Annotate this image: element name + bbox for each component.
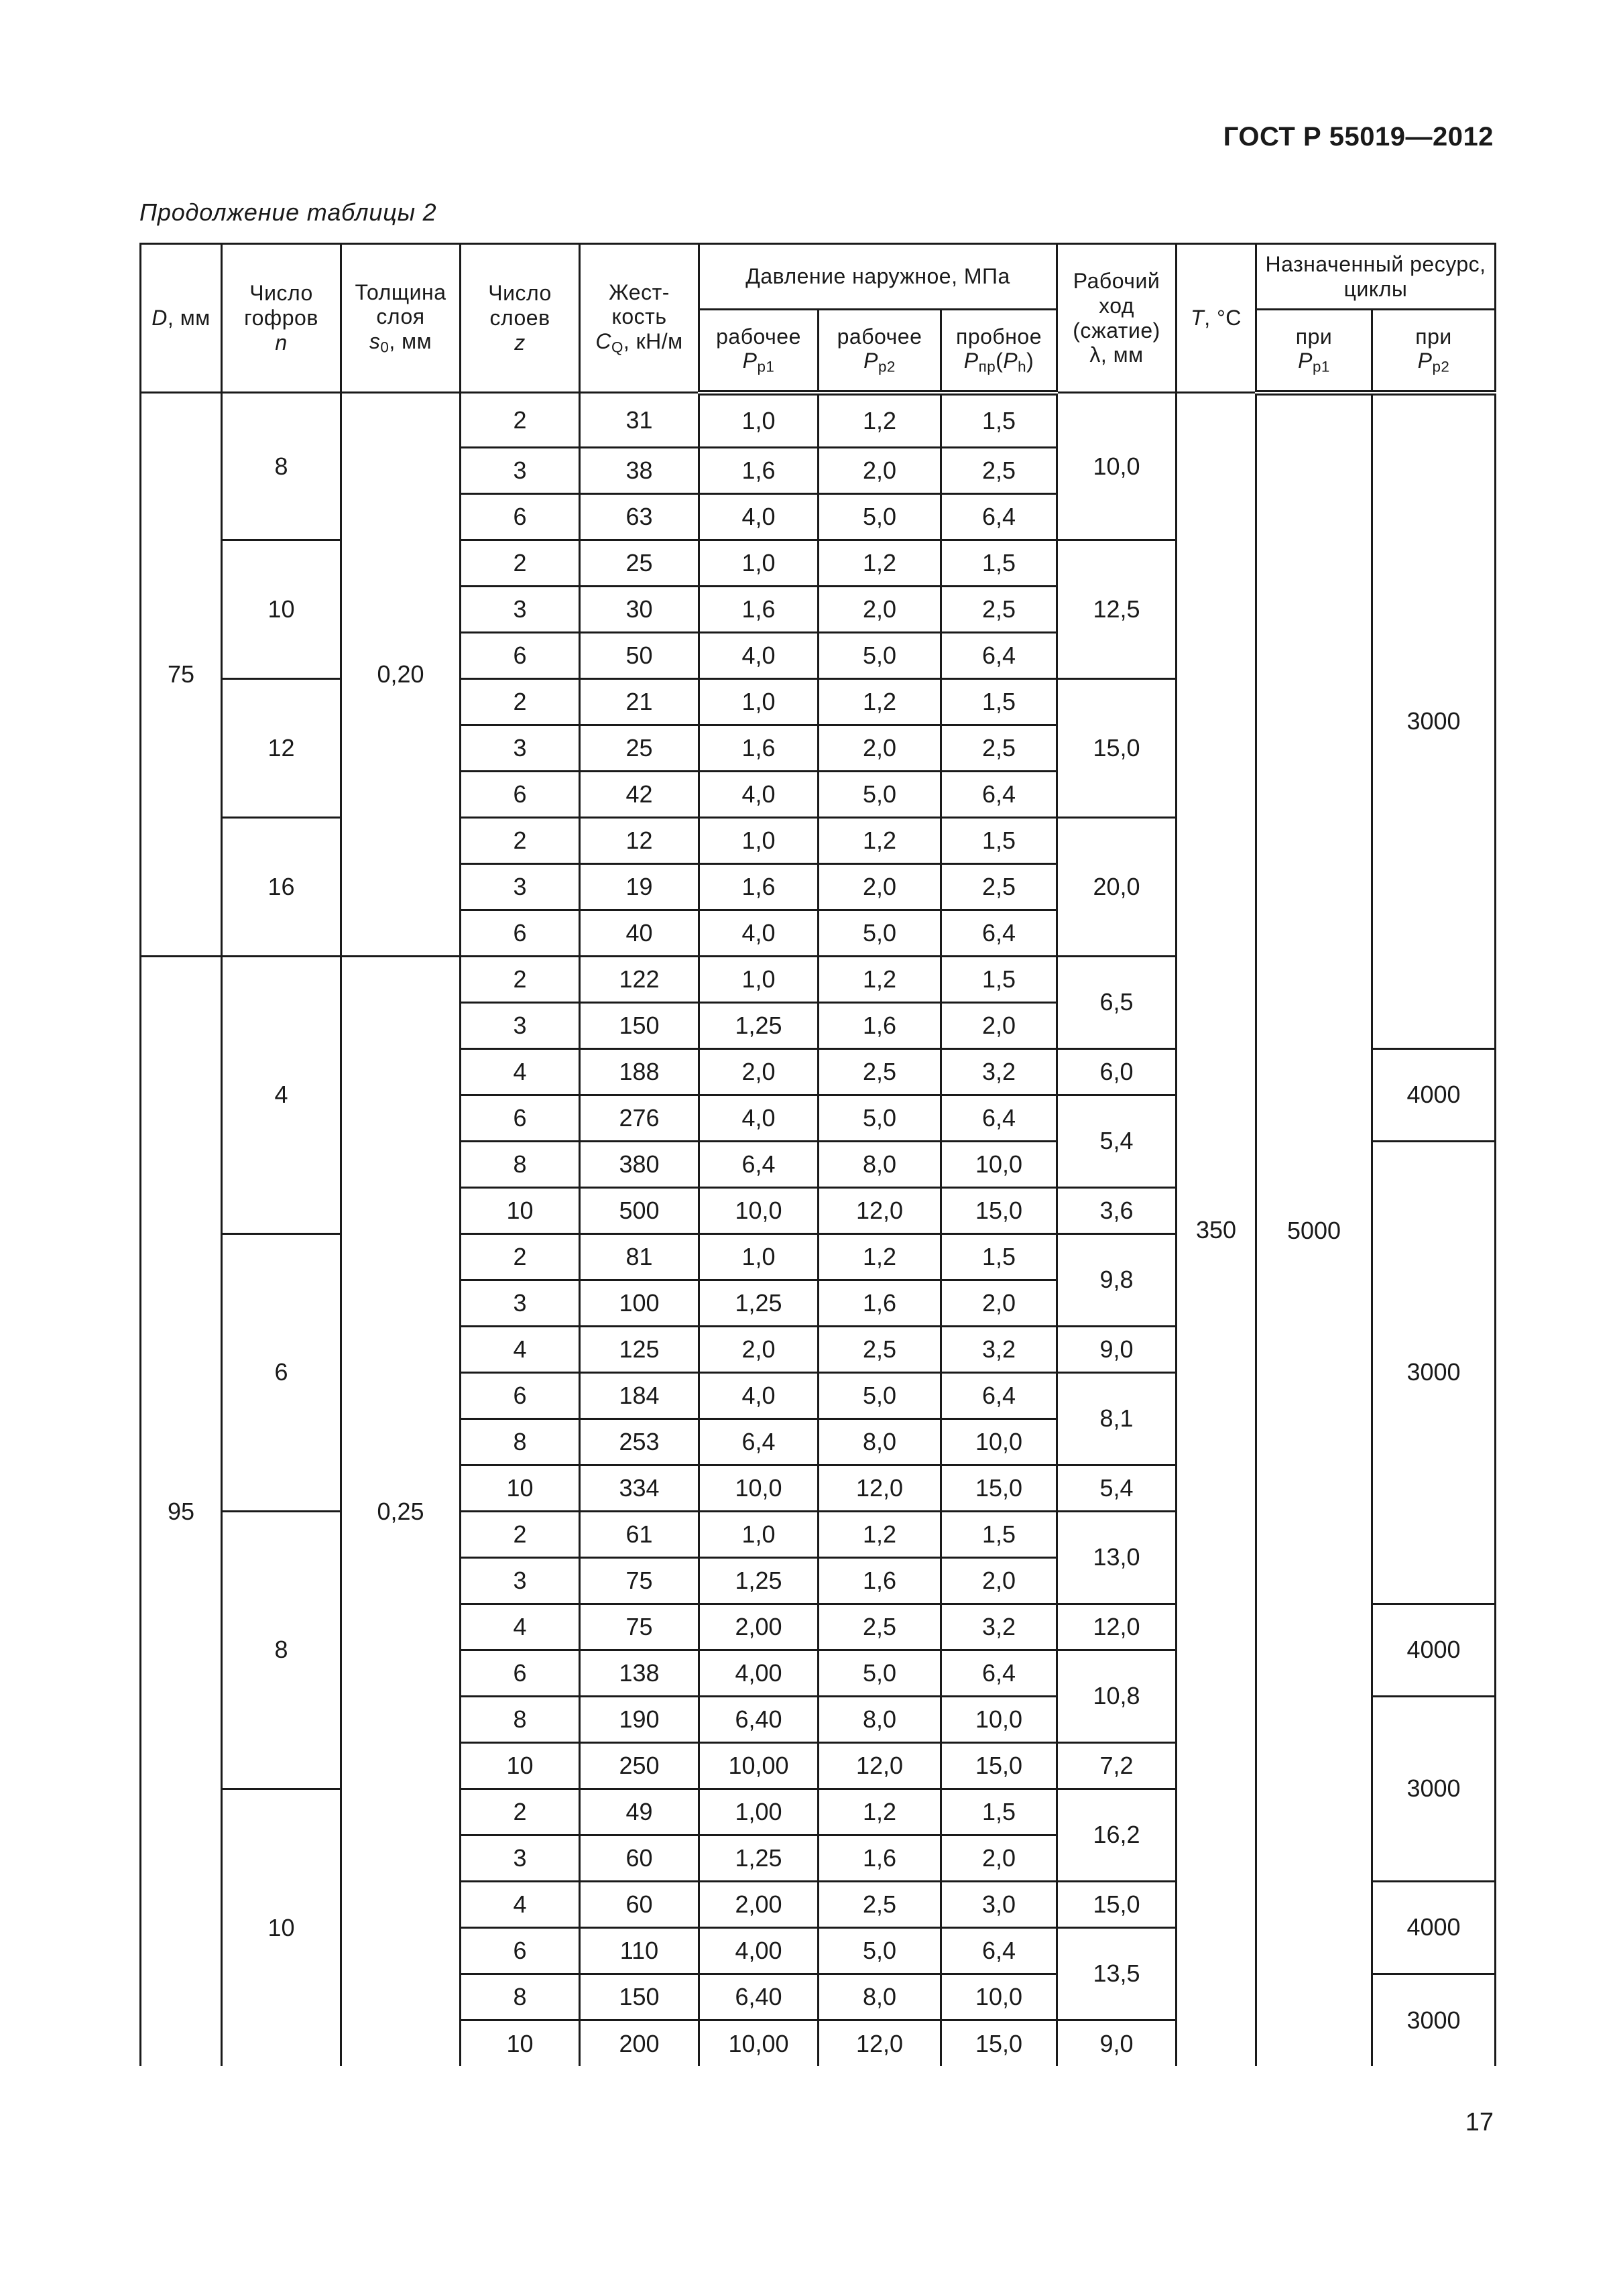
cell-pressure-p2: 2,5 — [819, 1326, 941, 1372]
cell-stiffness: 500 — [580, 1187, 699, 1233]
cell-pressure-test: 1,5 — [941, 540, 1057, 586]
cell-pressure-p2: 5,0 — [819, 632, 941, 678]
cell-pressure-test: 1,5 — [941, 1233, 1057, 1280]
cell-pressure-p1: 4,0 — [699, 771, 819, 817]
cell-layers: 6 — [461, 1927, 580, 1974]
cell-layers: 3 — [461, 586, 580, 632]
cell-pressure-p2: 5,0 — [819, 493, 941, 540]
cell-pressure-p1: 4,00 — [699, 1927, 819, 1974]
cell-pressure-test: 10,0 — [941, 1974, 1057, 2020]
cell-pressure-p1: 1,0 — [699, 956, 819, 1002]
cell-layers: 6 — [461, 1650, 580, 1696]
cell-pressure-p1: 1,00 — [699, 1789, 819, 1835]
cell-pressure-test: 1,5 — [941, 393, 1057, 448]
cell-layers: 6 — [461, 910, 580, 956]
cell-pressure-p2: 2,5 — [819, 1048, 941, 1095]
cell-layers: 2 — [461, 1233, 580, 1280]
table-body — [141, 393, 1496, 2067]
cell-pressure-test: 10,0 — [941, 1141, 1057, 1187]
cell-stiffness: 42 — [580, 771, 699, 817]
table-row — [141, 393, 1496, 448]
cell-stiffness: 25 — [580, 725, 699, 771]
cell-pressure-p1: 1,25 — [699, 1557, 819, 1604]
cell-stiffness: 30 — [580, 586, 699, 632]
cell-pressure-p1: 1,0 — [699, 817, 819, 863]
cell-pressure-test: 6,4 — [941, 1372, 1057, 1418]
document-standard-id: ГОСТ Р 55019—2012 — [1223, 122, 1494, 152]
cell-stroke: 12,0 — [1057, 1604, 1177, 1650]
cell-pressure-test: 6,4 — [941, 771, 1057, 817]
cell-pressure-p2: 12,0 — [819, 2020, 941, 2066]
cell-pressure-p2: 8,0 — [819, 1418, 941, 1465]
cell-resource-p2: 4000 — [1372, 1604, 1496, 1696]
cell-pressure-p2: 1,2 — [819, 817, 941, 863]
header-temperature: T, °С — [1177, 244, 1256, 393]
cell-layers: 3 — [461, 1002, 580, 1048]
cell-layers: 2 — [461, 817, 580, 863]
cell-stiffness: 253 — [580, 1418, 699, 1465]
cell-thickness: 0,25 — [341, 956, 461, 2066]
cell-layers: 2 — [461, 1789, 580, 1835]
cell-pressure-p2: 2,0 — [819, 863, 941, 910]
cell-pressure-p1: 2,0 — [699, 1048, 819, 1095]
cell-pressure-test: 3,2 — [941, 1048, 1057, 1095]
cell-stiffness: 125 — [580, 1326, 699, 1372]
cell-temperature: 350 — [1177, 393, 1256, 2067]
cell-layers: 3 — [461, 1557, 580, 1604]
cell-stiffness: 38 — [580, 447, 699, 493]
cell-layers: 4 — [461, 1326, 580, 1372]
cell-stroke: 5,4 — [1057, 1465, 1177, 1511]
cell-pressure-p1: 1,0 — [699, 540, 819, 586]
cell-resource-p2: 3000 — [1372, 393, 1496, 1049]
cell-pressure-p1: 6,4 — [699, 1418, 819, 1465]
cell-stroke: 8,1 — [1057, 1372, 1177, 1465]
cell-resource-p2: 4000 — [1372, 1881, 1496, 1974]
cell-stroke: 15,0 — [1057, 678, 1177, 817]
cell-stiffness: 40 — [580, 910, 699, 956]
cell-pressure-p1: 1,6 — [699, 447, 819, 493]
cell-pressure-p1: 10,00 — [699, 1742, 819, 1789]
header-resource-p2: при $P_{р2}$ — [1372, 310, 1496, 393]
cell-stroke: 12,5 — [1057, 540, 1177, 678]
cell-resource-p2: 4000 — [1372, 1048, 1496, 1141]
cell-corrugations: 6 — [222, 1233, 341, 1511]
cell-pressure-p1: 4,0 — [699, 910, 819, 956]
cell-pressure-p2: 5,0 — [819, 1927, 941, 1974]
cell-pressure-p1: 2,00 — [699, 1881, 819, 1927]
cell-stiffness: 190 — [580, 1696, 699, 1742]
cell-pressure-p2: 2,0 — [819, 725, 941, 771]
cell-layers: 4 — [461, 1881, 580, 1927]
cell-layers: 3 — [461, 1280, 580, 1326]
cell-pressure-p1: 1,0 — [699, 1233, 819, 1280]
cell-stiffness: 138 — [580, 1650, 699, 1696]
cell-pressure-test: 2,0 — [941, 1002, 1057, 1048]
cell-layers: 4 — [461, 1604, 580, 1650]
cell-pressure-p1: 6,40 — [699, 1696, 819, 1742]
cell-pressure-p1: 10,0 — [699, 1465, 819, 1511]
cell-layers: 8 — [461, 1141, 580, 1187]
cell-pressure-test: 15,0 — [941, 1187, 1057, 1233]
cell-stiffness: 122 — [580, 956, 699, 1002]
cell-layers: 10 — [461, 2020, 580, 2066]
page-number: 17 — [1465, 2108, 1494, 2136]
cell-stroke: 10,0 — [1057, 393, 1177, 540]
cell-pressure-test: 2,5 — [941, 725, 1057, 771]
cell-pressure-p1: 2,0 — [699, 1326, 819, 1372]
cell-pressure-p2: 1,6 — [819, 1280, 941, 1326]
cell-layers: 8 — [461, 1418, 580, 1465]
cell-pressure-test: 1,5 — [941, 817, 1057, 863]
cell-pressure-p1: 1,6 — [699, 863, 819, 910]
cell-stroke: 20,0 — [1057, 817, 1177, 956]
cell-stroke: 16,2 — [1057, 1789, 1177, 1881]
cell-stroke: 9,8 — [1057, 1233, 1177, 1326]
cell-corrugations: 10 — [222, 1789, 341, 2066]
cell-pressure-p2: 2,5 — [819, 1604, 941, 1650]
cell-pressure-test: 3,2 — [941, 1604, 1057, 1650]
cell-pressure-test: 10,0 — [941, 1696, 1057, 1742]
cell-pressure-test: 2,0 — [941, 1280, 1057, 1326]
cell-stroke: 13,5 — [1057, 1927, 1177, 2020]
cell-pressure-p1: 4,0 — [699, 1095, 819, 1141]
cell-stiffness: 334 — [580, 1465, 699, 1511]
cell-stroke: 3,6 — [1057, 1187, 1177, 1233]
cell-layers: 6 — [461, 493, 580, 540]
cell-stroke: 15,0 — [1057, 1881, 1177, 1927]
cell-stiffness: 31 — [580, 393, 699, 448]
cell-pressure-p1: 10,00 — [699, 2020, 819, 2066]
cell-pressure-p2: 12,0 — [819, 1187, 941, 1233]
cell-stiffness: 12 — [580, 817, 699, 863]
cell-pressure-p2: 5,0 — [819, 1095, 941, 1141]
cell-corrugations: 4 — [222, 956, 341, 1233]
cell-pressure-test: 2,0 — [941, 1557, 1057, 1604]
header-d: D, мм — [141, 244, 222, 393]
cell-layers: 4 — [461, 1048, 580, 1095]
cell-pressure-p1: 6,40 — [699, 1974, 819, 2020]
cell-layers: 3 — [461, 863, 580, 910]
cell-pressure-test: 6,4 — [941, 1095, 1057, 1141]
cell-pressure-p2: 5,0 — [819, 1372, 941, 1418]
cell-stiffness: 100 — [580, 1280, 699, 1326]
cell-pressure-p2: 1,6 — [819, 1835, 941, 1881]
header-ptest: пробное $P_{пр}(P_h)$ — [941, 310, 1057, 393]
cell-layers: 6 — [461, 1372, 580, 1418]
cell-pressure-test: 6,4 — [941, 493, 1057, 540]
cell-pressure-p1: 1,25 — [699, 1280, 819, 1326]
cell-pressure-p1: 4,0 — [699, 1372, 819, 1418]
cell-stiffness: 19 — [580, 863, 699, 910]
cell-stroke: 5,4 — [1057, 1095, 1177, 1187]
cell-pressure-test: 2,5 — [941, 447, 1057, 493]
cell-layers: 10 — [461, 1187, 580, 1233]
cell-pressure-p1: 1,0 — [699, 678, 819, 725]
cell-stiffness: 50 — [580, 632, 699, 678]
header-p2: рабочее $P_{р2}$ — [819, 310, 941, 393]
cell-pressure-test: 1,5 — [941, 956, 1057, 1002]
header-stiffness: Жест- кость $C_Q$, кН/м — [580, 244, 699, 393]
cell-stiffness: 150 — [580, 1974, 699, 2020]
cell-pressure-p1: 2,00 — [699, 1604, 819, 1650]
cell-pressure-p2: 5,0 — [819, 771, 941, 817]
cell-stiffness: 81 — [580, 1233, 699, 1280]
header-pressure-group: Давление наружное, МПа — [699, 244, 1057, 310]
cell-stiffness: 63 — [580, 493, 699, 540]
header-stroke: Рабочий ход (сжатие) λ, мм — [1057, 244, 1177, 393]
cell-pressure-p2: 1,2 — [819, 956, 941, 1002]
cell-pressure-test: 15,0 — [941, 1742, 1057, 1789]
cell-pressure-test: 2,5 — [941, 863, 1057, 910]
cell-layers: 2 — [461, 1511, 580, 1557]
cell-pressure-p2: 2,0 — [819, 447, 941, 493]
cell-pressure-test: 2,5 — [941, 586, 1057, 632]
cell-pressure-p2: 1,2 — [819, 393, 941, 448]
cell-layers: 3 — [461, 447, 580, 493]
cell-layers: 2 — [461, 678, 580, 725]
cell-stiffness: 75 — [580, 1604, 699, 1650]
cell-pressure-p2: 5,0 — [819, 910, 941, 956]
cell-pressure-p1: 1,6 — [699, 586, 819, 632]
cell-stroke: 7,2 — [1057, 1742, 1177, 1789]
cell-layers: 8 — [461, 1696, 580, 1742]
cell-pressure-p1: 1,6 — [699, 725, 819, 771]
cell-pressure-p1: 4,00 — [699, 1650, 819, 1696]
cell-corrugations: 8 — [222, 1511, 341, 1789]
cell-pressure-test: 15,0 — [941, 1465, 1057, 1511]
cell-resource-p2: 3000 — [1372, 1974, 1496, 2066]
cell-pressure-p2: 12,0 — [819, 1465, 941, 1511]
cell-layers: 6 — [461, 1095, 580, 1141]
cell-pressure-test: 1,5 — [941, 678, 1057, 725]
cell-pressure-p2: 1,2 — [819, 678, 941, 725]
cell-pressure-test: 3,0 — [941, 1881, 1057, 1927]
cell-stiffness: 188 — [580, 1048, 699, 1095]
cell-pressure-test: 15,0 — [941, 2020, 1057, 2066]
cell-diameter: 75 — [141, 393, 222, 957]
cell-corrugations: 12 — [222, 678, 341, 817]
header-resource-group: Назначенный ресурс, циклы — [1256, 244, 1496, 310]
cell-stiffness: 60 — [580, 1835, 699, 1881]
cell-pressure-p2: 2,0 — [819, 586, 941, 632]
cell-pressure-p1: 1,0 — [699, 393, 819, 448]
cell-pressure-p1: 1,25 — [699, 1002, 819, 1048]
cell-pressure-test: 10,0 — [941, 1418, 1057, 1465]
cell-pressure-test: 6,4 — [941, 1927, 1057, 1974]
table-caption: Продолжение таблицы 2 — [139, 198, 437, 226]
cell-pressure-p2: 8,0 — [819, 1696, 941, 1742]
cell-layers: 10 — [461, 1742, 580, 1789]
header-layers: Число слоев z — [461, 244, 580, 393]
cell-pressure-p2: 1,2 — [819, 540, 941, 586]
cell-pressure-test: 3,2 — [941, 1326, 1057, 1372]
cell-stiffness: 49 — [580, 1789, 699, 1835]
cell-pressure-test: 1,5 — [941, 1511, 1057, 1557]
cell-layers: 6 — [461, 771, 580, 817]
cell-stroke: 6,5 — [1057, 956, 1177, 1048]
cell-pressure-p2: 12,0 — [819, 1742, 941, 1789]
cell-pressure-p2: 8,0 — [819, 1141, 941, 1187]
cell-stiffness: 75 — [580, 1557, 699, 1604]
header-p1: рабочее $P_{р1}$ — [699, 310, 819, 393]
cell-pressure-p2: 5,0 — [819, 1650, 941, 1696]
cell-pressure-p1: 6,4 — [699, 1141, 819, 1187]
cell-layers: 6 — [461, 632, 580, 678]
cell-stiffness: 25 — [580, 540, 699, 586]
cell-stiffness: 184 — [580, 1372, 699, 1418]
cell-stiffness: 150 — [580, 1002, 699, 1048]
table-header — [141, 244, 1496, 393]
cell-thickness: 0,20 — [341, 393, 461, 957]
cell-layers: 8 — [461, 1974, 580, 2020]
cell-stroke: 9,0 — [1057, 1326, 1177, 1372]
cell-stiffness: 110 — [580, 1927, 699, 1974]
cell-corrugations: 8 — [222, 393, 341, 540]
header-thickness: Толщина слоя $s_0$, мм — [341, 244, 461, 393]
cell-layers: 10 — [461, 1465, 580, 1511]
cell-stiffness: 21 — [580, 678, 699, 725]
cell-stroke: 9,0 — [1057, 2020, 1177, 2066]
cell-stiffness: 60 — [580, 1881, 699, 1927]
cell-layers: 2 — [461, 956, 580, 1002]
cell-pressure-p1: 4,0 — [699, 493, 819, 540]
cell-pressure-p2: 1,2 — [819, 1233, 941, 1280]
cell-layers: 2 — [461, 393, 580, 448]
cell-stiffness: 200 — [580, 2020, 699, 2066]
cell-corrugations: 10 — [222, 540, 341, 678]
cell-pressure-test: 6,4 — [941, 1650, 1057, 1696]
cell-pressure-p1: 1,0 — [699, 1511, 819, 1557]
cell-pressure-p2: 1,6 — [819, 1557, 941, 1604]
cell-pressure-test: 6,4 — [941, 910, 1057, 956]
cell-pressure-p2: 1,2 — [819, 1789, 941, 1835]
cell-pressure-p1: 4,0 — [699, 632, 819, 678]
cell-pressure-p1: 10,0 — [699, 1187, 819, 1233]
cell-stroke: 6,0 — [1057, 1048, 1177, 1095]
cell-layers: 3 — [461, 725, 580, 771]
cell-corrugations: 16 — [222, 817, 341, 956]
cell-pressure-p2: 2,5 — [819, 1881, 941, 1927]
cell-pressure-test: 6,4 — [941, 632, 1057, 678]
cell-resource-p2: 3000 — [1372, 1141, 1496, 1604]
cell-resource-p1: 5000 — [1256, 393, 1372, 2067]
cell-pressure-p2: 1,2 — [819, 1511, 941, 1557]
cell-layers: 2 — [461, 540, 580, 586]
cell-stiffness: 250 — [580, 1742, 699, 1789]
header-corrugations: Число гофров n — [222, 244, 341, 393]
spec-table — [139, 243, 1496, 2066]
cell-resource-p2: 3000 — [1372, 1696, 1496, 1881]
cell-stiffness: 276 — [580, 1095, 699, 1141]
cell-pressure-p1: 1,25 — [699, 1835, 819, 1881]
cell-stiffness: 61 — [580, 1511, 699, 1557]
header-resource-p1: при $P_{р1}$ — [1256, 310, 1372, 393]
cell-stroke: 13,0 — [1057, 1511, 1177, 1604]
cell-stroke: 10,8 — [1057, 1650, 1177, 1742]
cell-stiffness: 380 — [580, 1141, 699, 1187]
cell-pressure-test: 1,5 — [941, 1789, 1057, 1835]
cell-layers: 3 — [461, 1835, 580, 1881]
cell-pressure-p2: 8,0 — [819, 1974, 941, 2020]
cell-diameter: 95 — [141, 956, 222, 2066]
cell-pressure-test: 2,0 — [941, 1835, 1057, 1881]
cell-pressure-p2: 1,6 — [819, 1002, 941, 1048]
